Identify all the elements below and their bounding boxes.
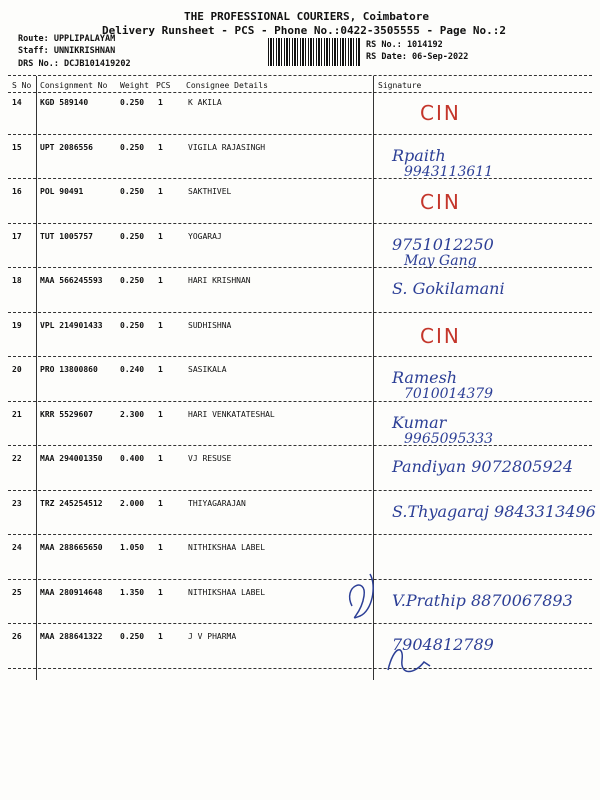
barcode — [268, 38, 360, 66]
row-signature-extra: May Gang — [404, 252, 477, 269]
row-consignee: NITHIKSHAA LABEL — [188, 587, 266, 597]
row-sno: 23 — [12, 498, 22, 508]
col-weight: Weight — [120, 81, 149, 90]
company-title: THE PROFESSIONAL COURIERS, Coimbatore — [184, 10, 430, 23]
row-signature: Pandiyan 9072805924 — [392, 457, 574, 476]
row-weight: 0.250 — [120, 142, 145, 152]
row-pcs: 1 — [158, 320, 163, 330]
row-sno: 26 — [12, 632, 22, 641]
row-signature: 9751012250 — [392, 234, 494, 254]
row-signature: CIN — [420, 101, 461, 125]
row-signature: 7904812789 — [392, 635, 494, 654]
row-signature-extra: 7010014379 — [404, 386, 494, 402]
row-sno: 15 — [12, 142, 22, 152]
rs-number: RS No.: 1014192 — [366, 40, 443, 50]
row-signature: Kumar — [392, 412, 447, 432]
row-consignment-no: PRO 13800860 — [40, 365, 98, 374]
row-consignment-no: TRZ 245254512 — [40, 498, 103, 508]
row-weight: 0.250 — [120, 98, 145, 107]
row-sno: 19 — [12, 320, 22, 330]
row-sno: 25 — [12, 587, 22, 597]
row-consignment-no: MAA 280914648 — [40, 587, 103, 597]
row-weight: 0.250 — [120, 231, 145, 241]
row-divider — [8, 267, 592, 268]
row-pcs: 1 — [158, 454, 163, 463]
row-consignment-no: KRR 5529607 — [40, 409, 93, 419]
row-sno: 22 — [12, 454, 22, 463]
row-sno: 17 — [12, 231, 22, 241]
row-sno: 14 — [12, 98, 22, 107]
staff-label: Staff: UNNIKRISHNAN — [18, 46, 116, 56]
row-consignment-no: UPT 2086556 — [40, 142, 93, 152]
column-divider — [36, 76, 37, 680]
row-pcs: 1 — [158, 142, 163, 152]
row-sno: 21 — [12, 409, 22, 419]
row-weight: 0.250 — [120, 632, 145, 641]
row-pcs: 1 — [158, 498, 163, 508]
row-consignee: K AKILA — [188, 98, 222, 107]
row-consignment-no: MAA 288641322 — [40, 632, 103, 641]
row-weight: 1.350 — [120, 587, 145, 597]
row-pcs: 1 — [158, 231, 163, 241]
row-pcs: 1 — [158, 187, 163, 196]
row-pcs: 1 — [158, 98, 163, 107]
col-pcs: PCS — [156, 81, 171, 90]
col-consignee: Consignee Details — [186, 81, 268, 90]
row-divider — [8, 579, 592, 580]
row-divider — [8, 223, 592, 224]
row-divider — [8, 356, 592, 357]
row-pcs: 1 — [158, 409, 163, 419]
row-consignee: VIGILA RAJASINGH — [188, 142, 266, 152]
row-divider — [8, 534, 592, 535]
row-consignee: SASIKALA — [188, 365, 227, 374]
row-sno: 18 — [12, 276, 22, 285]
row-pcs: 1 — [158, 276, 163, 285]
col-sno: S No — [12, 81, 32, 90]
col-consignment: Consignment No — [40, 81, 108, 90]
row-weight: 2.300 — [120, 409, 145, 419]
row-divider — [8, 445, 592, 446]
row-divider — [8, 668, 592, 669]
row-consignee: SUDHISHNA — [188, 320, 232, 330]
row-weight: 0.400 — [120, 454, 145, 463]
row-divider — [8, 134, 592, 135]
rs-date: RS Date: 06-Sep-2022 — [366, 52, 469, 62]
row-consignment-no: TUT 1005757 — [40, 231, 93, 241]
row-weight: 0.250 — [120, 187, 145, 196]
row-consignee: HARI KRISHNAN — [188, 276, 251, 285]
row-signature: CIN — [420, 190, 461, 214]
row-consignment-no: MAA 294001350 — [40, 454, 103, 463]
row-consignee: THIYAGARAJAN — [188, 498, 246, 508]
row-weight: 0.250 — [120, 320, 145, 330]
row-signature-extra: 9965095333 — [404, 430, 494, 447]
row-consignment-no: MAA 566245593 — [40, 276, 103, 285]
header-bottom-rule — [8, 92, 592, 93]
header-top-rule — [8, 75, 592, 76]
row-divider — [8, 401, 592, 402]
runsheet-subtitle: Delivery Runsheet - PCS - Phone No.:0422-3505555 - Page No.:2 — [102, 24, 506, 37]
row-pcs: 1 — [158, 543, 163, 552]
row-consignment-no: POL 90491 — [40, 187, 84, 196]
row-signature: CIN — [420, 323, 461, 348]
row-consignee: HARI VENKATATESHAL — [188, 409, 275, 419]
row-consignment-no: VPL 214901433 — [40, 320, 103, 330]
row-sno: 16 — [12, 187, 22, 196]
row-consignee: J V PHARMA — [188, 632, 237, 641]
row-signature: S. Gokilamani — [392, 279, 505, 298]
row-signature: V.Prathip 8870067893 — [392, 590, 573, 610]
row-pcs: 1 — [158, 632, 163, 641]
row-divider — [8, 178, 592, 179]
route-label: Route: UPPLIPALAYAM — [18, 34, 116, 44]
row-consignment-no: MAA 288665650 — [40, 543, 103, 552]
signature-scribble-icon — [384, 640, 434, 680]
row-weight: 0.240 — [120, 365, 145, 374]
row-consignee: SAKTHIVEL — [188, 187, 232, 196]
row-weight: 2.000 — [120, 498, 145, 508]
row-consignment-no: KGD 589140 — [40, 98, 89, 107]
drs-number: DRS No.: DCJB101419202 — [18, 59, 131, 69]
row-signature: Ramesh — [392, 368, 458, 387]
row-divider — [8, 312, 592, 313]
row-sno: 20 — [12, 365, 22, 374]
col-signature: Signature — [378, 81, 422, 90]
row-consignee: YOGARAJ — [188, 231, 222, 241]
row-consignee: NITHIKSHAA LABEL — [188, 543, 266, 552]
row-pcs: 1 — [158, 587, 163, 597]
row-signature-extra: 9943113611 — [404, 163, 494, 180]
row-weight: 1.050 — [120, 543, 145, 552]
row-divider — [8, 490, 592, 491]
signature-scribble-icon — [342, 566, 382, 626]
row-consignee: VJ RESUSE — [188, 454, 232, 463]
row-pcs: 1 — [158, 365, 163, 374]
row-sno: 24 — [12, 543, 22, 552]
row-divider — [8, 623, 592, 624]
row-signature: Rpaith — [392, 145, 446, 165]
row-weight: 0.250 — [120, 276, 145, 285]
row-signature: S.Thyagaraj 9843313496 — [392, 501, 596, 521]
